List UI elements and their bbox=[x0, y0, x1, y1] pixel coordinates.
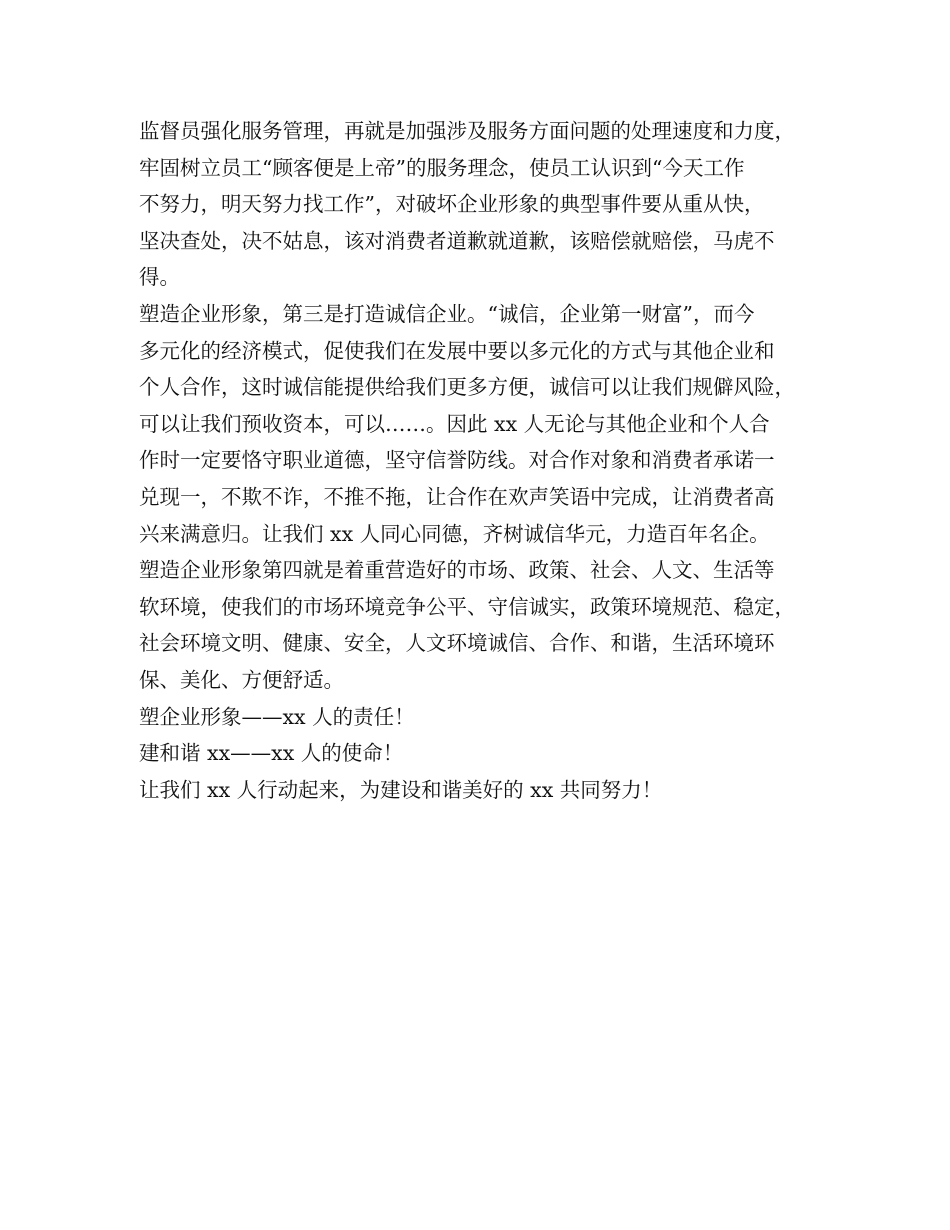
text-line: 塑造企业形象第四就是着重营造好的市场、政策、社会、人文、生活等 bbox=[139, 558, 775, 583]
text-line: 软环境，使我们的市场环境竞争公平、守信诚实，政策环境规范、稳定， bbox=[139, 594, 795, 619]
text-line: 社会环境文明、健康、安全，人文环境诚信、合作、和谐，生活环境环 bbox=[139, 631, 775, 656]
text-line: 监督员强化服务管理，再就是加强涉及服务方面问题的处理速度和力度， bbox=[139, 119, 795, 143]
text-line: 作时一定要恪守职业道德，坚守信誉防线。对合作对象和消费者承诺一 bbox=[139, 448, 775, 473]
text-line: 得。 bbox=[139, 265, 180, 290]
text-line: 兴来满意归。让我们 xx 人同心同德，齐树诚信华元，力造百年名企。 bbox=[139, 521, 770, 546]
text-line: 塑造企业形象，第三是打造诚信企业。“诚信，企业第一财富”，而今 bbox=[139, 301, 755, 326]
document-body bbox=[139, 113, 839, 808]
text-line: 保、美化、方便舒适。 bbox=[139, 667, 344, 692]
text-line: 牢固树立员工“顾客便是上帝”的服务理念，使员工认识到“今天工作 bbox=[139, 155, 745, 180]
text-line: 多元化的经济模式，促使我们在发展中要以多元化的方式与其他企业和 bbox=[139, 338, 775, 363]
text-line: 可以让我们预收资本，可以……。因此 xx 人无论与其他企业和个人合 bbox=[139, 411, 770, 436]
text-line: 让我们 xx 人行动起来，为建设和谐美好的 xx 共同努力！ bbox=[139, 777, 663, 802]
text-line: 个人合作，这时诚信能提供给我们更多方便，诚信可以让我们规僻风险， bbox=[139, 375, 795, 400]
text-line: 塑企业形象——xx 人的责任！ bbox=[139, 704, 415, 729]
text-line: 兑现一，不欺不诈，不推不拖，让合作在欢声笑语中完成，让消费者高 bbox=[139, 484, 775, 509]
text-line: 不努力，明天努力找工作”，对破坏企业形象的典型事件要从重从快， bbox=[139, 192, 765, 217]
text-line: 坚决查处，决不姑息，该对消费者道歉就道歉，该赔偿就赔偿，马虎不 bbox=[139, 228, 775, 253]
text-line: 建和谐 xx——xx 人的使命！ bbox=[139, 741, 404, 766]
